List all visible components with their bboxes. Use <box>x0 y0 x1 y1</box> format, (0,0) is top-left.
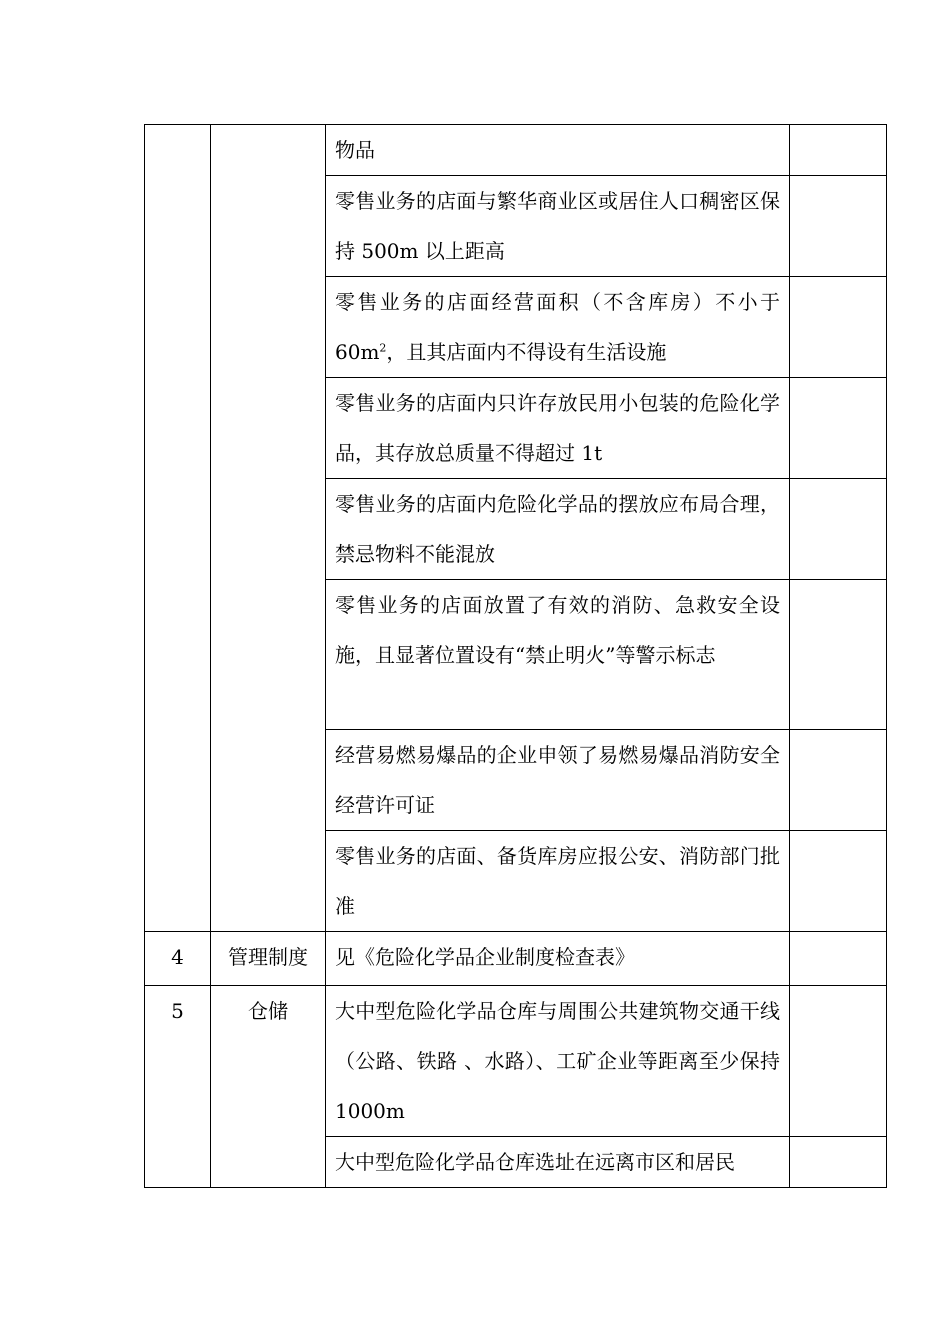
result-cell <box>790 378 887 479</box>
requirement-cell: 大中型危险化学品仓库与周围公共建筑物交通干线（公路、铁路 、水路）、工矿企业等距离至少保持 1000m <box>326 986 790 1137</box>
result-cell <box>790 479 887 580</box>
requirement-cell <box>326 277 790 378</box>
result-cell <box>790 730 887 831</box>
item-number-cell <box>145 125 211 932</box>
table-row <box>145 932 887 986</box>
item-category-cell: 仓储 <box>211 986 326 1188</box>
result-cell <box>790 580 887 730</box>
requirement-cell: 见《危险化学品企业制度检查表》 <box>326 932 790 986</box>
item-number-cell: 5 <box>145 986 211 1188</box>
result-cell <box>790 176 887 277</box>
table-row <box>145 986 887 1137</box>
result-cell <box>790 986 887 1137</box>
requirement-cell: 零售业务的店面内只许存放民用小包装的危险化学品，其存放总质量不得超过 1t <box>326 378 790 479</box>
inspection-table <box>144 124 887 1188</box>
result-cell <box>790 125 887 176</box>
requirement-cell: 大中型危险化学品仓库选址在远离市区和居民 <box>326 1137 790 1188</box>
requirement-cell: 零售业务的店面放置了有效的消防、急救安全设施，且显著位置设有“禁止明火”等警示标志 <box>326 580 790 730</box>
requirement-cell: 经营易燃易爆品的企业申领了易燃易爆品消防安全经营许可证 <box>326 730 790 831</box>
requirement-cell: 零售业务的店面与繁华商业区或居住人口稠密区保持 500m 以上距高 <box>326 176 790 277</box>
requirement-cell: 零售业务的店面内危险化学品的摆放应布局合理，禁忌物料不能混放 <box>326 479 790 580</box>
item-category-cell <box>211 125 326 932</box>
requirement-text: 零售业务的店面经营面积（不含库房）不小于 60m <box>335 290 780 364</box>
item-number-cell: 4 <box>145 932 211 986</box>
result-cell <box>790 1137 887 1188</box>
requirement-cell: 物品 <box>326 125 790 176</box>
superscript: 2 <box>379 341 387 355</box>
requirement-cell: 零售业务的店面、备货库房应报公安、消防部门批准 <box>326 831 790 932</box>
table-row <box>145 125 887 176</box>
requirement-text: ，且其店面内不得设有生活设施 <box>386 340 667 364</box>
result-cell <box>790 277 887 378</box>
result-cell <box>790 932 887 986</box>
result-cell <box>790 831 887 932</box>
item-category-cell: 管理制度 <box>211 932 326 986</box>
